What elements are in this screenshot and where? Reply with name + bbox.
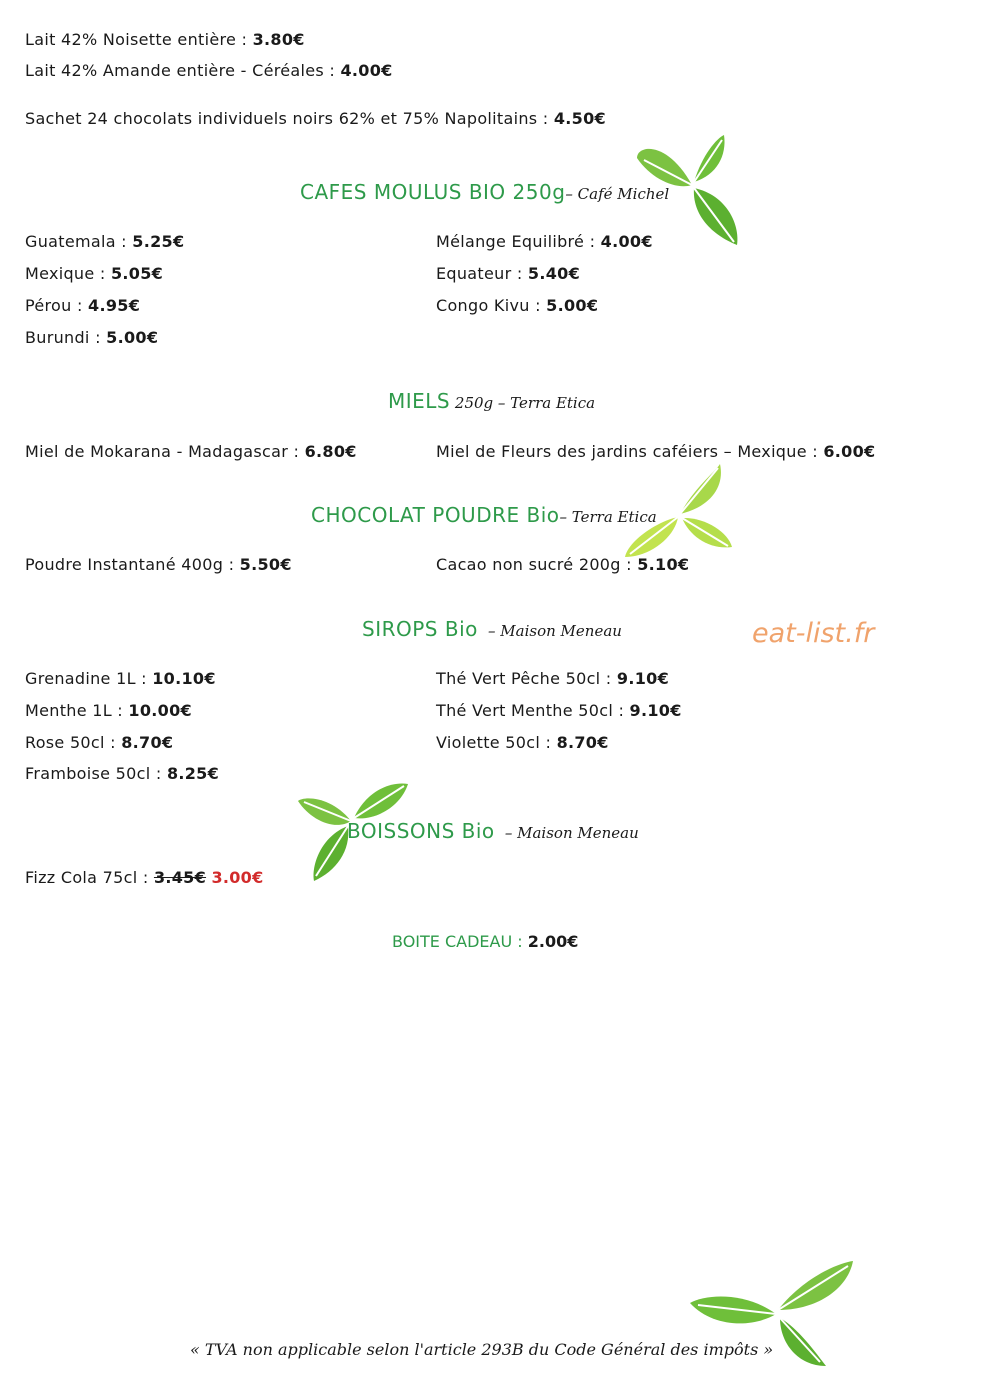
product-price: 5.10€ [637, 555, 690, 574]
product-name: Fizz Cola 75cl : [25, 868, 154, 887]
section-heading-boissons [347, 818, 639, 846]
product-price: 4.50€ [553, 109, 606, 128]
product-name: Cacao non sucré 200g : [436, 555, 638, 574]
product-name: Menthe 1L : [25, 701, 129, 720]
product-name: Framboise 50cl : [25, 764, 167, 783]
product-line [25, 328, 158, 348]
gift-box-label: BOITE CADEAU : [392, 932, 528, 951]
sale-price: 3.00€ [211, 868, 264, 887]
product-price: 6.80€ [304, 442, 357, 461]
product-price: 5.40€ [527, 264, 581, 283]
gift-box-price: 2.00€ [527, 932, 579, 951]
product-price: 6.00€ [823, 442, 876, 461]
section-title: SIROPS Bio [362, 617, 478, 641]
product-name: Equateur : [436, 264, 528, 283]
product-line [25, 61, 393, 81]
product-name: Congo Kivu : [436, 296, 547, 315]
product-price: 9.10€ [616, 669, 669, 688]
product-price: 10.00€ [128, 701, 192, 720]
product-line [25, 30, 305, 50]
product-name: Pérou : [25, 296, 89, 315]
product-price: 8.25€ [166, 764, 220, 783]
product-price: 8.70€ [556, 733, 609, 752]
product-price: 4.00€ [600, 232, 653, 251]
product-line [25, 701, 192, 721]
product-price: 5.25€ [132, 232, 185, 251]
product-price: 4.00€ [340, 61, 393, 80]
product-line [25, 296, 140, 316]
product-price: 4.95€ [88, 296, 141, 315]
section-title: MIELS [388, 389, 451, 413]
product-name: Grenadine 1L : [25, 669, 153, 688]
product-name: Violette 50cl : [436, 733, 557, 752]
product-line [25, 264, 163, 284]
section-supplier: – Maison Meneau [488, 622, 622, 640]
product-line [436, 264, 580, 284]
product-name: Thé Vert Pêche 50cl : [436, 669, 617, 688]
product-price: 5.00€ [546, 296, 599, 315]
product-price: 3.80€ [252, 30, 305, 49]
product-name: Miel de Fleurs des jardins caféiers – Mexique : [436, 442, 824, 461]
product-line [25, 733, 173, 753]
product-name: Guatemala : [25, 232, 133, 251]
gift-box-line [392, 932, 578, 952]
watermark: eat-list.fr [752, 618, 875, 649]
product-price: 8.70€ [121, 733, 174, 752]
section-supplier: – Terra Etica [559, 508, 657, 526]
product-line [436, 232, 653, 252]
product-line [25, 669, 216, 689]
product-line [436, 701, 682, 721]
section-heading-sirops [362, 616, 622, 644]
section-supplier: – Maison Meneau [504, 824, 639, 842]
product-line [25, 555, 292, 575]
vat-notice: « TVA non applicable selon l'article 293B du Code Général des impôts » [190, 1340, 774, 1359]
section-title: CHOCOLAT POUDRE Bio [311, 503, 560, 527]
product-line [436, 669, 669, 689]
product-line [25, 764, 219, 784]
section-title: BOISSONS Bio [347, 819, 495, 843]
product-line [25, 232, 184, 252]
section-heading-miels [388, 388, 595, 416]
product-name: Mélange Equilibré : [436, 232, 601, 251]
product-line [436, 296, 598, 316]
section-title: CAFES MOULUS BIO 250g [300, 180, 566, 204]
product-price: 9.10€ [629, 701, 682, 720]
product-name: Poudre Instantané 400g : [25, 555, 240, 574]
section-heading-cafes [300, 179, 669, 207]
product-name: Mexique : [25, 264, 111, 283]
product-name: Lait 42% Amande entière - Céréales : [25, 61, 341, 80]
product-name: Lait 42% Noisette entière : [25, 30, 253, 49]
product-name: Miel de Mokarana - Madagascar : [25, 442, 305, 461]
product-price: 10.10€ [152, 669, 216, 688]
product-price: 5.00€ [106, 328, 159, 347]
section-supplier: 250g – Terra Etica [450, 394, 596, 412]
product-line [436, 733, 609, 753]
product-line [25, 109, 606, 129]
old-price: 3.45€ [153, 868, 207, 887]
product-line [436, 442, 875, 462]
product-name: Thé Vert Menthe 50cl : [436, 701, 630, 720]
product-line [25, 868, 264, 888]
product-name: Rose 50cl : [25, 733, 122, 752]
section-supplier: – Café Michel [565, 185, 670, 203]
product-line [436, 555, 689, 575]
product-name: Burundi : [25, 328, 107, 347]
product-name: Sachet 24 chocolats individuels noirs 62% et 75% Napolitains : [25, 109, 554, 128]
section-heading-chocolat [311, 502, 657, 530]
product-price: 5.50€ [239, 555, 292, 574]
product-line [25, 442, 357, 462]
product-price: 5.05€ [110, 264, 164, 283]
